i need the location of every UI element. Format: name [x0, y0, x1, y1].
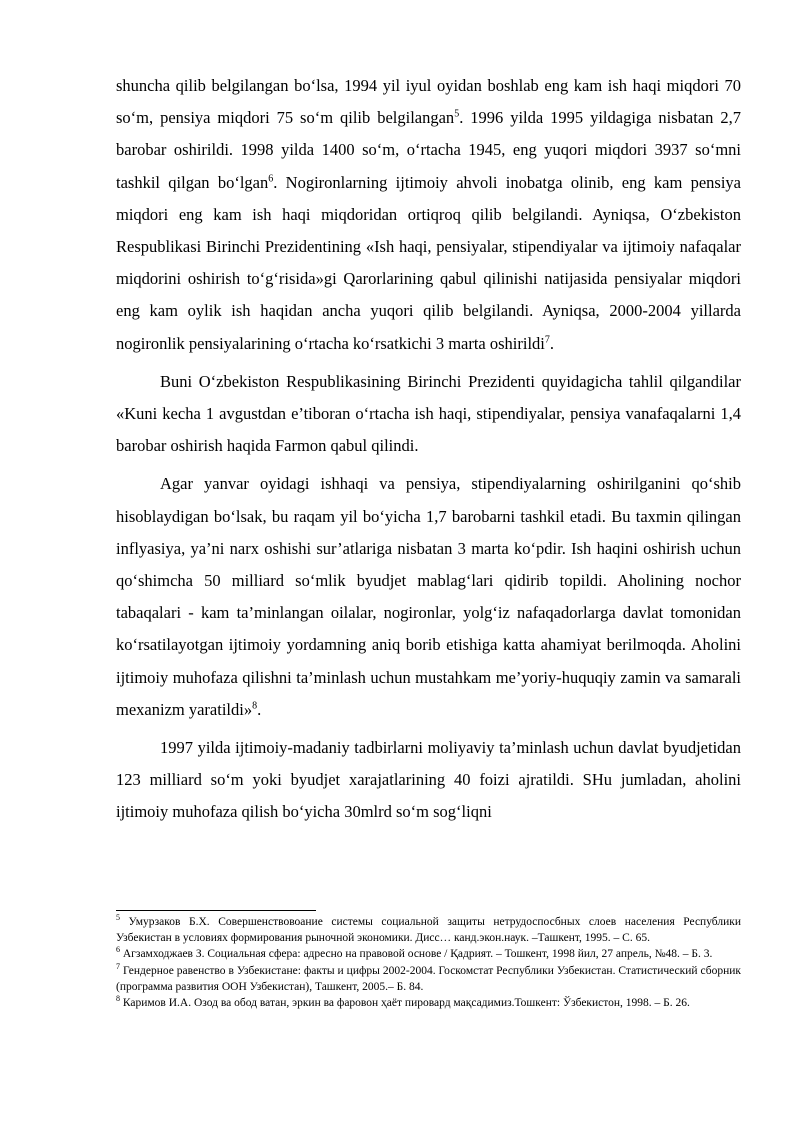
footnote-text: Каримов И.А. Озод ва обод ватан, эркин ва фаровон ҳаёт пировард мақсадимиз.Тошкент: Ўзбекистон, 1998. – Б. 26. — [120, 997, 690, 1010]
footnote-number: 5 — [116, 913, 120, 923]
paragraph-text: 1997 yilda ijtimoiy-madaniy tadbirlarni moliyaviy ta’minlash uchun davlat byudjetidan 123 milliard so‘m yoki byudjet xarajatlarining 40 foizi ajratildi. SHu jumladan, aholini ijtimoiy muhofaza qilish bo‘yicha 30mlrd so‘m sog‘liqni — [116, 738, 741, 822]
paragraph-text: shuncha qilib belgilangan bo‘lsa, 1994 yil iyul oyidan boshlab eng kam ish haqi miqdori 70 so‘m, pensiya miqdori 75 so‘m qilib belgilangan — [116, 76, 741, 128]
footnote-reference: 5 — [454, 108, 460, 120]
paragraph-text: Agar yanvar oyidagi ishhaqi va pensiya, stipendiyalarning oshirilganini qo‘shib hisoblaydigan bo‘lsak, bu raqam yil bo‘yicha 1,7 barobarni tashkil etadi. Bu taxmin qilingan inflyasiya, ya’ni narx oshishi sur’atlariga nisbatan 3 marta ko‘pdir. Ish haqini oshirish uchun qo‘shimcha 50 milliard so‘mlik byudjet mablag‘lari qidirib topildi. Aholining nochor tabaqalari - kam ta’minlangan oilalar, nogironlar, yolg‘iz nafaqadorlarga davlat tomonidan ko‘rsatilayotgan ijtimoiy yordamning aniq borib etishiga katta ahamiyat berilmoqda. Aholini ijtimoiy muhofaza qilishni ta’minlash uchun mustahkam me’yoriy-huquqiy zamin va samarali mexanizm yaratildi» — [116, 474, 741, 719]
footnote — [116, 995, 741, 1011]
footnote-number: 6 — [116, 945, 120, 955]
footnote — [116, 963, 741, 995]
paragraph-text: . 1996 yilda 1995 yildagiga nisbatan 2,7 barobar oshirildi. 1998 yilda 1400 so‘m, o‘rtacha 1945, eng yuqori miqdori 3937 so‘mni tashkil qilgan bo‘lgan — [116, 108, 741, 192]
footnote-reference: 7 — [544, 334, 550, 346]
footnote — [116, 946, 741, 962]
body-paragraph — [116, 732, 741, 829]
footnote-separator — [116, 910, 316, 911]
footnote — [116, 914, 741, 946]
paragraph-text: . — [257, 699, 262, 719]
footnote-reference: 6 — [268, 173, 274, 185]
footnote-reference: 8 — [252, 700, 258, 712]
body-paragraph — [116, 366, 741, 463]
body-text — [116, 70, 741, 829]
footnote-number: 8 — [116, 994, 120, 1004]
paragraph-text: . — [549, 333, 555, 353]
paragraph-text: Buni O‘zbekiston Respublikasining Birinchi Prezidenti quyidagicha tahlil qilgandilar «Kuni kecha 1 avgustdan e’tiboran o‘rtacha ish haqi, stipendiyalar, pensiya vanafaqalarni 1,4 barobar oshirish haqida Farmon qabul qilindi. — [116, 371, 741, 456]
body-paragraph — [116, 70, 741, 360]
footnotes — [116, 914, 741, 1011]
footnote-text: Гендерное равенство в Узбекистане: факты и цифры 2002-2004. Госкомстат Республики Узбекистан. Статистический сборник (программа развития ООН Узбекистан), Ташкент, 2005.– Б. 84. — [116, 964, 741, 993]
footnote-number: 7 — [116, 961, 120, 971]
paragraph-text: . Nogironlarning ijtimoiy ahvoli inobatga olinib, eng kam pensiya miqdori eng kam ish haqi miqdoridan ortiqroq qilib belgilandi. Ayniqsa, O‘zbekiston Respublikasi Birinchi Prezidentining «Ish haqi, pensiyalar, stipendiyalar va ijtimoiy nafaqalar miqdorini oshirish to‘g‘risida»gi Qarorlarining qabul qilinishi natijasida pensiyalar miqdori eng kam oylik ish haqidan ancha yuqori qilib belgilandi. Ayniqsa, 2000-2004 yillarda nogironlik pensiyalarining o‘rtacha ko‘rsatkichi 3 marta oshirildi — [116, 172, 741, 353]
body-paragraph — [116, 468, 741, 726]
footnote-text: Умурзаков Б.Х. Совершенствовоание системы социальной защиты нетрудоспосбных слоев населения Республики Узбекистан в условиях формирования рыночной экономики. Дисс… канд.экон.наук. –Ташкент, 1995. – С. 65. — [116, 916, 741, 945]
footnote-text: Агзамходжаев З. Социальная сфера: адресно на правовой основе / Қадрият. – Тошкент, 1998 йил, 27 апрель, №48. – Б. 3. — [120, 948, 713, 961]
